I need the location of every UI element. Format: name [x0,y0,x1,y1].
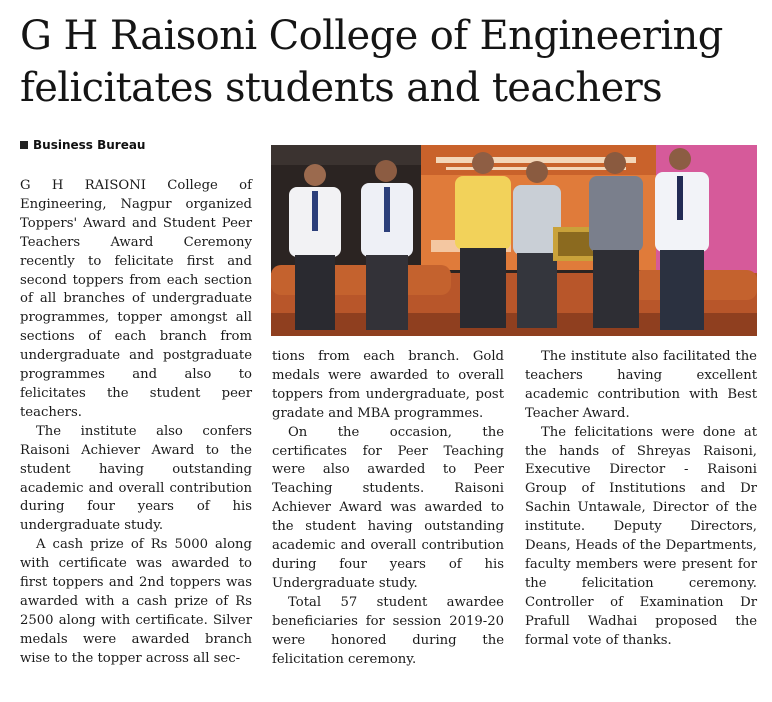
byline-square-icon [20,141,28,149]
article-column-3 [525,348,757,651]
news-photo [271,145,757,336]
paragraph: tions from each branch. Gold medals were awarded to overall toppers from undergraduate, post gradate and MBA programmes. [272,349,504,421]
paragraph: The institute also confers Raisoni Achiever Award to the student having outstanding academic and overall contribution during four years of his undergraduate study. [20,423,252,534]
byline [20,138,145,152]
paragraph: A cash prize of Rs 5000 along with certificate was awarded to first toppers and 2nd toppers was awarded with a cash prize of Rs 2500 along with certificate. Silver medals were awarded branch wise to the topper across all sec- [20,537,252,666]
paragraph: On the occasion, the certificates for Peer Teaching were also awarded to Peer Teaching students. Raisoni Achiever Award was awarded to the student having outstanding academic and overall contribution during four years of his Undergraduate study. [272,424,504,591]
article-headline [20,10,760,114]
paragraph: G H RAISONI College of Engineering, Nagpur organized Toppers' Award and Student Peer Teachers Award Ceremony recently to felicitate first and second toppers from each section of all branches of undergraduate programmes, topper amongst all sections of each branch from undergraduate and postgraduate programmes and also to felicitates the student peer teachers. [20,178,252,420]
headline-line-2: felicitates students and teachers [20,65,663,111]
article-column-1 [20,177,252,669]
byline-text: Business Bureau [33,138,146,152]
headline-line-1: G H Raisoni College of Engineering [20,13,723,59]
article-column-2 [272,348,504,669]
paragraph: Total 57 student awardee beneficiaries for session 2019-20 were honored during the felicitation ceremony. [272,594,504,667]
paragraph: The felicitations were done at the hands of Shreyas Raisoni, Executive Director - Raisoni Group of Institutions and Dr Sachin Untawale, Director of the institute. Deputy Directors, Deans, Heads of the Departments, faculty members were present for the felicitation ceremony. Controller of Examination Dr Prafull Wadhai proposed the formal vote of thanks. [525,424,757,648]
paragraph: The institute also facilitated the teachers having excellent academic contribution with Best Teacher Award. [525,349,757,421]
